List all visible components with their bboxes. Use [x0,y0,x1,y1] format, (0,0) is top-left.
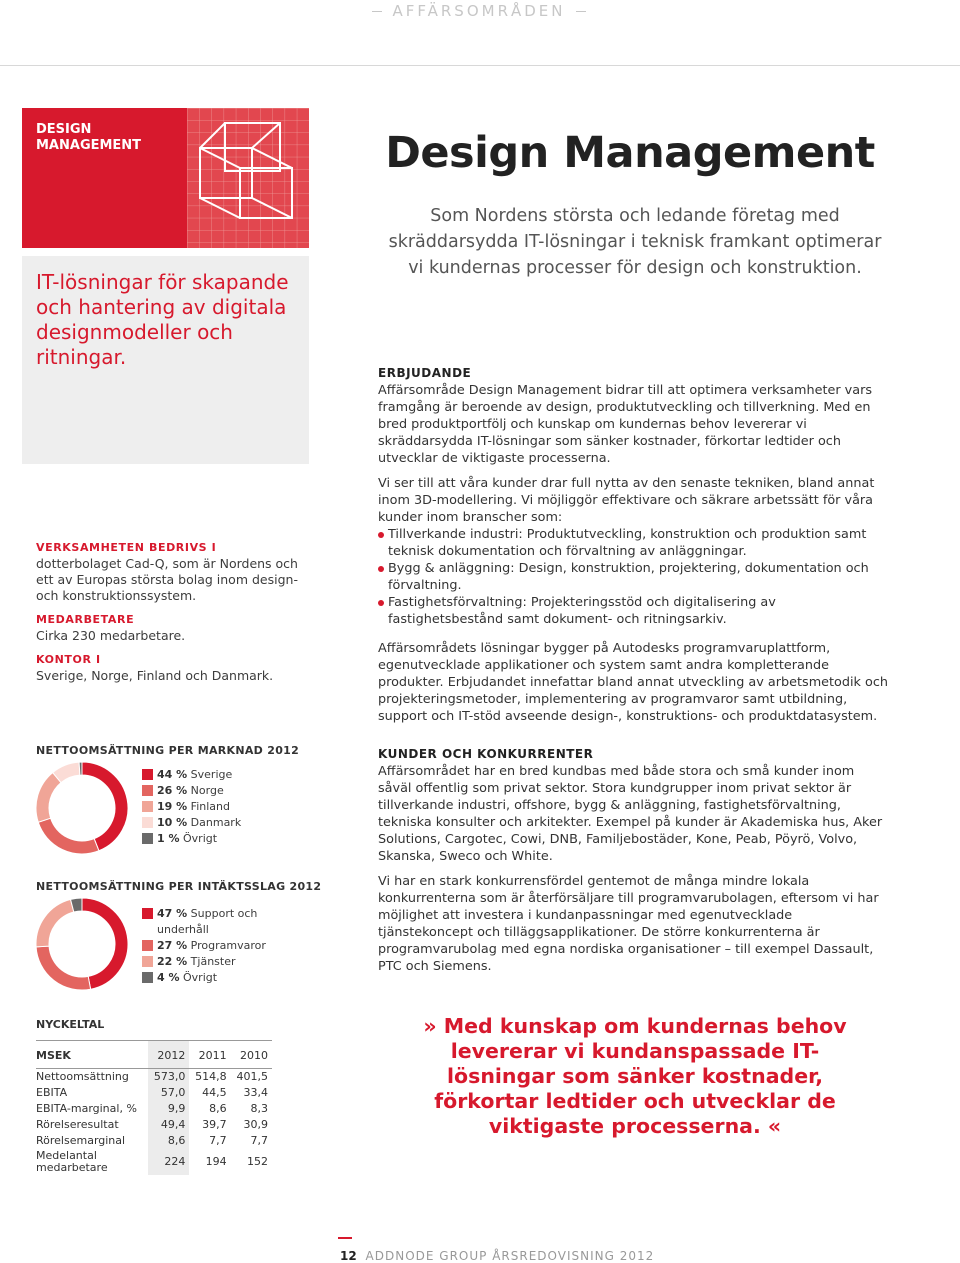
legend-swatch [142,817,153,828]
header-rule [0,65,960,66]
chart-revenue-type-donut [36,898,128,990]
table-cell: 152 [247,1155,268,1168]
table-cell: 8,6 [148,1133,189,1149]
legend-category: Finland [190,800,230,813]
intro-text: Som Nordens största och ledande företag med skräddarsydda IT-lösningar i teknisk framkant optimerar vi kundernas processer för design och konstruktion. [388,206,882,278]
legend-category: Övrigt [183,971,218,984]
table-cell: 194 [205,1155,227,1168]
office-heading: KONTOR I [36,653,101,666]
customers-heading: KUNDER OCH KONKURRENTER [378,747,594,761]
table-row [36,1101,272,1117]
table-row [36,1069,272,1086]
legend-label [157,815,241,831]
chart-market-title: NETTOOMSÄTTNING PER MARKNAD 2012 [36,744,300,757]
legend-value: 27 % [157,939,188,952]
offer-paragraph-2: Vi ser till att våra kunder drar full nytta av den senaste tekniken, bland annat inom 3D-modellering. Vi möjliggör effektivare och säkrare arbetssätt för våra kunder inom branscher som: [378,476,875,525]
cube-grid-graphic [187,108,309,248]
legend-item [142,815,312,831]
legend-label [157,954,236,970]
offer-section [378,365,888,725]
offer-paragraph-1: Affärsområde Design Management bidrar till att optimera verksamheter vars framgång är beroende av design, produktutveckling och tillverkning. Med en bred produktportfölj och kunskap om kundernas behov levererar vi skräddarsydda IT-lösningar som sänker kostnader, förkortar ledtider och utvecklar de viktigaste processerna. [378,383,873,466]
section-header [372,2,586,20]
section-title: AFFÄRSOMRÅDEN [392,2,566,20]
table-row [36,1117,272,1133]
table-cell: 514,8 [195,1070,227,1083]
kf-header-2012: 2012 [148,1041,189,1069]
org-heading: VERKSAMHETEN BEDRIVS I [36,541,217,554]
legend-value: 4 % [157,971,180,984]
legend-swatch [142,785,153,796]
kf-header-2011: 2011 [189,1041,230,1069]
legend-item [142,938,312,954]
legend-swatch [142,908,153,919]
page-footer [340,1249,654,1263]
legend-label [157,799,230,815]
legend-category: Sverige [190,768,233,781]
table-cell: 39,7 [202,1118,227,1131]
legend-category: Danmark [190,816,242,829]
table-cell: 8,3 [250,1102,268,1115]
legend-label [157,767,232,783]
legend-value: 1 % [157,832,180,845]
footer-text: ADDNODE GROUP ÅRSREDOVISNING 2012 [365,1249,655,1263]
header-dash-right [576,11,586,12]
legend-category: Programvaror [190,939,266,952]
offer-paragraph-3: Affärsområdets lösningar bygger på Autodesks programvaruplattform, egenutvecklade applikationer och system samt andra kompletterande produkter. Erbjudandet innefattar bland annat utveckling av arbetsmetodik och projekteringsmetoder, implementering av programvaror samt utbildning, support och IT-stöd avseende design-, konstruktions- och produktdatasystem. [378,641,889,724]
donut-slice [38,818,99,854]
header-dash-left [372,11,382,12]
table-cell: 57,0 [148,1085,189,1101]
legend-item [142,970,312,986]
table-cell: 49,4 [148,1117,189,1133]
legend-value: 19 % [157,800,188,813]
legend-value: 26 % [157,784,188,797]
legend-label [157,938,266,954]
industry-bullet: Fastighetsförvaltning: Projekteringsstöd och digitalisering av fastighetsbestånd samt dokument- och ritningsarkiv. [378,594,888,628]
table-row-label: Rörelseresultat [36,1118,119,1131]
table-row-label: EBITA [36,1086,68,1099]
kf-header-unit: MSEK [36,1041,148,1069]
org-text: dotterbolaget Cad-Q, som är Nordens och ett av Europas största bolag inom design- och konstruktionssystem. [36,556,298,603]
legend-item [142,831,312,847]
legend-value: 44 % [157,768,188,781]
table-cell: 7,7 [250,1134,268,1147]
table-cell: 401,5 [236,1070,268,1083]
staff-heading: MEDARBETARE [36,613,135,626]
table-row [36,1085,272,1101]
legend-swatch [142,833,153,844]
legend-label [157,970,217,986]
customers-section [378,746,888,975]
industry-bullet: Tillverkande industri: Produktutveckling, konstruktion och produktion samt teknisk dokumentation och förvaltning av anläggningar. [378,526,888,560]
chart-revenue-type-title: NETTOOMSÄTTNING PER INTÄKTSSLAG 2012 [36,880,322,893]
chart-market-donut [36,762,128,854]
table-cell: 33,4 [243,1086,268,1099]
table-row [36,1133,272,1149]
donut-slice [36,773,61,823]
donut-slice [36,899,74,946]
kf-header-2010: 2010 [231,1041,272,1069]
legend-item [142,799,312,815]
table-row-label: EBITA-marginal, % [36,1102,137,1115]
pull-quote: » Med kunskap om kundernas behov levererar vi kundanspassade IT-lösningar som sänker kostnader, förkortar ledtider och utvecklar de viktigaste processerna. « [423,1014,847,1138]
legend-label [157,783,224,799]
table-row [36,1149,272,1175]
legend-swatch [142,940,153,951]
donut-slice [79,762,82,775]
legend-swatch [142,956,153,967]
table-row-label: Nettoomsättning [36,1070,129,1083]
legend-item [142,783,312,799]
donut-slice [82,898,128,989]
donut-slice [36,946,91,990]
legend-category: Support och underhåll [157,907,258,936]
legend-swatch [142,972,153,983]
industry-bullet: Bygg & anläggning: Design, konstruktion, projektering, dokumentation och förvaltning. [378,560,888,594]
table-cell: 573,0 [148,1069,189,1086]
key-figures-table [36,1040,272,1175]
table-cell: 8,6 [209,1102,227,1115]
table-cell: 224 [148,1149,189,1175]
tagline: IT-lösningar för skapande och hantering av digitala designmodeller och ritningar. [36,270,289,369]
business-area-label: DESIGN MANAGEMENT [36,122,142,153]
legend-value: 22 % [157,955,188,968]
legend-item [142,767,312,783]
tagline-panel [22,256,309,464]
table-cell: 9,9 [148,1101,189,1117]
legend-category: Norge [190,784,224,797]
footer-accent [338,1237,352,1239]
key-figures-title: NYCKELTAL [36,1018,105,1031]
table-cell: 30,9 [243,1118,268,1131]
table-cell: 7,7 [209,1134,227,1147]
chart-revenue-type-legend [142,906,312,986]
legend-value: 47 % [157,907,188,920]
offer-heading: ERBJUDANDE [378,366,472,380]
organization-info [36,540,306,684]
legend-swatch [142,769,153,780]
customers-paragraph-2: Vi har en stark konkurrensfördel gentemot de många mindre lokala konkurrenterna som är återförsäljare till programvarubolagen, eftersom vi har möjlighet att investera i kundanpassningar med egenutvecklade tjänstekoncept och tilläggsapplikationer. De större konkurrenterna är programvarubolag med egna nordiska organisationer – till exempel Dassault, PTC och Siemens. [378,874,879,974]
legend-swatch [142,801,153,812]
donut-slice [82,762,128,851]
business-area-block [22,108,309,248]
office-text: Sverige, Norge, Finland och Danmark. [36,668,274,683]
key-figures-header [36,1041,272,1069]
legend-category: Övrigt [183,832,218,845]
customers-paragraph-1: Affärsområdet har en bred kundbas med både stora och små kunder inom såväl offentlig som privat sektor. Stora kundgrupper inom privat sektor är tillverkande industri, offshore, bygg & anläggning, fastighetsförvaltning, tekniska konsulter och arkitekter. Exempel på kunder är Akademiska hus, Aker Solutions, Cargotec, Cowi, DNB, Familjebostäder, Kone, Peab, Pöyrö, Volvo, Skanska, Sweco och White. [378,764,883,864]
legend-item [142,906,312,938]
page-title: Design Management [385,128,875,178]
legend-label [157,906,312,938]
table-row-label: Rörelsemarginal [36,1134,126,1147]
legend-label [157,831,217,847]
legend-value: 10 % [157,816,188,829]
legend-category: Tjänster [190,955,236,968]
page-number: 12 [340,1249,357,1263]
table-row-label: Medelantal medarbetare [36,1149,108,1174]
legend-item [142,954,312,970]
table-cell: 44,5 [202,1086,227,1099]
chart-market-legend [142,767,312,847]
staff-text: Cirka 230 medarbetare. [36,628,186,643]
